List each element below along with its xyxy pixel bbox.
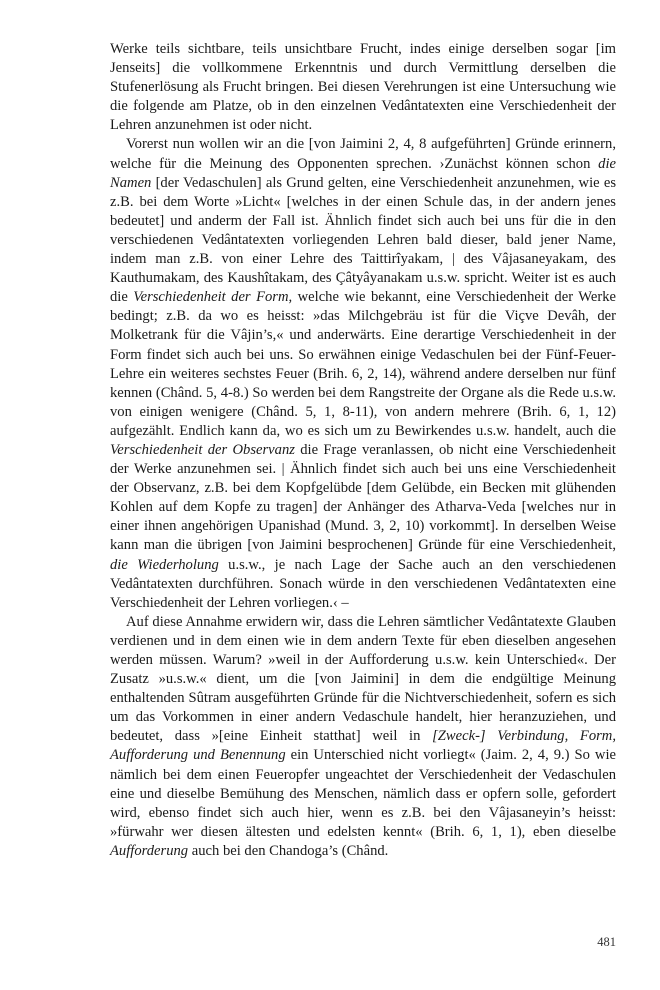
text-segment: ein Unterschied nicht vorliegt« (Jaim. 2, 4, 9.) So wie nämlich bei dem einen Feueropfer ungeachtet der Verschiedenheit der Vedaschulen eine und dieselbe Bemühung des Menschen, nämlich dass er opfern solle, gefordert wird, ebenso findet sich auch hier, wenn es z.B. bei den Vâjasaneyin’s heisst: »fürwahr wer diesen ältesten und edelsten kennt« (Brih. 6, 1, 1), eben dieselbe bbox=[110, 747, 616, 840]
italic-phrase: [Zweck-] Verbindung, Form, Aufforderung und Benennung bbox=[110, 728, 616, 764]
italic-phrase: die Wiederholung bbox=[110, 556, 219, 573]
text-segment: Werke teils sichtbare, teils unsichtbare Frucht, indes einige derselben sogar [im Jenseits] die vollkommene Erkenntnis und durch Vermittlung derselben die Stufenerlösung als Frucht bringen. Bei diesen Verehrungen ist eine Untersuchung wie die folgende am Platze, ob in den einzelnen Vedântatexten eine Verschiedenheit der Lehren anzunehmen ist oder nicht. bbox=[110, 41, 616, 134]
paragraph-1 bbox=[110, 40, 616, 135]
text-segment: die Frage veranlassen, ob nicht eine Verschiedenheit der Werke anzunehmen sei. | Ähnlich findet sich auch bei uns eine Verschiedenheit der Observanz, z.B. bei dem Kopfgelübde [dem Gelübde, ein Becken mit glühenden Kohlen auf dem Kopfe zu tragen] der Anhänger des Atharva-Veda [welches nur in einer ihnen angehörigen Upanishad (Mund. 3, 2, 10) vorkommt]. In derselben Weise kann man die übrigen [von Jaimini besprochenen] Gründe für eine Verschiedenheit, bbox=[110, 441, 616, 554]
paragraph-2 bbox=[110, 135, 616, 612]
page-number: 481 bbox=[597, 935, 616, 949]
text-segment: Auf diese Annahme erwidern wir, dass die Lehren sämtlicher Vedântatexte Glauben verdienen und in dem einen wie in dem andern Texte für eben dieselben angesehen werden müssen. Warum? »weil in der Aufforderung u.s.w. kein Unterschied«. Der Zusatz »u.s.w.« dient, um die [von Jaimini] in dem die endgültige Meinung enthaltenden Sûtram ausgeführten Gründe für die Nichtverschiedenheit, sofern es sich um das Vorkommen in einer andern Vedaschule handelt, hier heranzuziehen, und bedeutet, dass »[eine Einheit statthat] weil in bbox=[110, 613, 616, 745]
text-segment: welche wie bekannt, eine Verschiedenheit der Werke bedingt; z.B. da wo es heisst: »das Milchgebräu ist für die Viçve Devâh, der Molketrank für die Vâjin’s,« und anderwärts. Eine derartige Verschiedenheit in der Form findet sich auch bei uns. So erwähnen einige Vedaschulen bei der Fünf-Feuer-Lehre ein weiteres sechstes Feuer (Brih. 6, 2, 14), während andere derselben nur fünf kennen (Chând. 5, 4-8.) So werden bei dem Rangstreite der Organe als die Rede u.s.w. von einigen wenigere (Chând. 5, 1, 8-11), von andern mehrere (Brih. 6, 1, 12) aufgezählt. Endlich kann da, wo es sich um zu Bewirkendes u.s.w. handelt, auch die bbox=[110, 289, 616, 439]
italic-phrase: Aufforderung bbox=[110, 842, 189, 859]
italic-phrase: Verschiedenheit der Observanz bbox=[110, 441, 295, 458]
paragraph-3 bbox=[110, 613, 616, 861]
text-segment: u.s.w., je nach Lage der Sache auch an den verschiedenen Vedântatexten durchführen. Sonach würde in den verschiedenen Vedântatexten eine Verschiedenheit der Lehren vorliegen.‹ – bbox=[110, 556, 617, 611]
text-segment: Vorerst nun wollen wir an die [von Jaimini 2, 4, 8 aufgeführten] Gründe erinnern, welche für die Meinung des Opponenten sprechen. ›Zunächst können schon bbox=[110, 136, 616, 172]
italic-phrase: Verschiedenheit der Form, bbox=[133, 289, 293, 306]
italic-phrase: die Namen bbox=[110, 155, 616, 191]
text-segment: auch bei den Chandoga’s (Chând. bbox=[188, 842, 389, 859]
page-body-text bbox=[110, 40, 616, 861]
text-segment: [der Vedaschulen] als Grund gelten, eine Verschiedenheit anzunehmen, wie es z.B. bei dem Worte »Licht« [welches in der einen Schule das, in der andern jenes bedeutet] und anderm der Fall ist. Ähnlich findet sich auch bei uns für die in den verschiedenen Vedântatexten vorliegenden Lehren bald dieser, bald jener Name, indem man z.B. von einer Lehre des Taittirîyakam, | des Vâjasaneyakam, des Kauthumakam, des Kaushîtakam, des Çâtyâyanakam u.s.w. spricht. Weiter ist es auch die bbox=[110, 174, 616, 306]
